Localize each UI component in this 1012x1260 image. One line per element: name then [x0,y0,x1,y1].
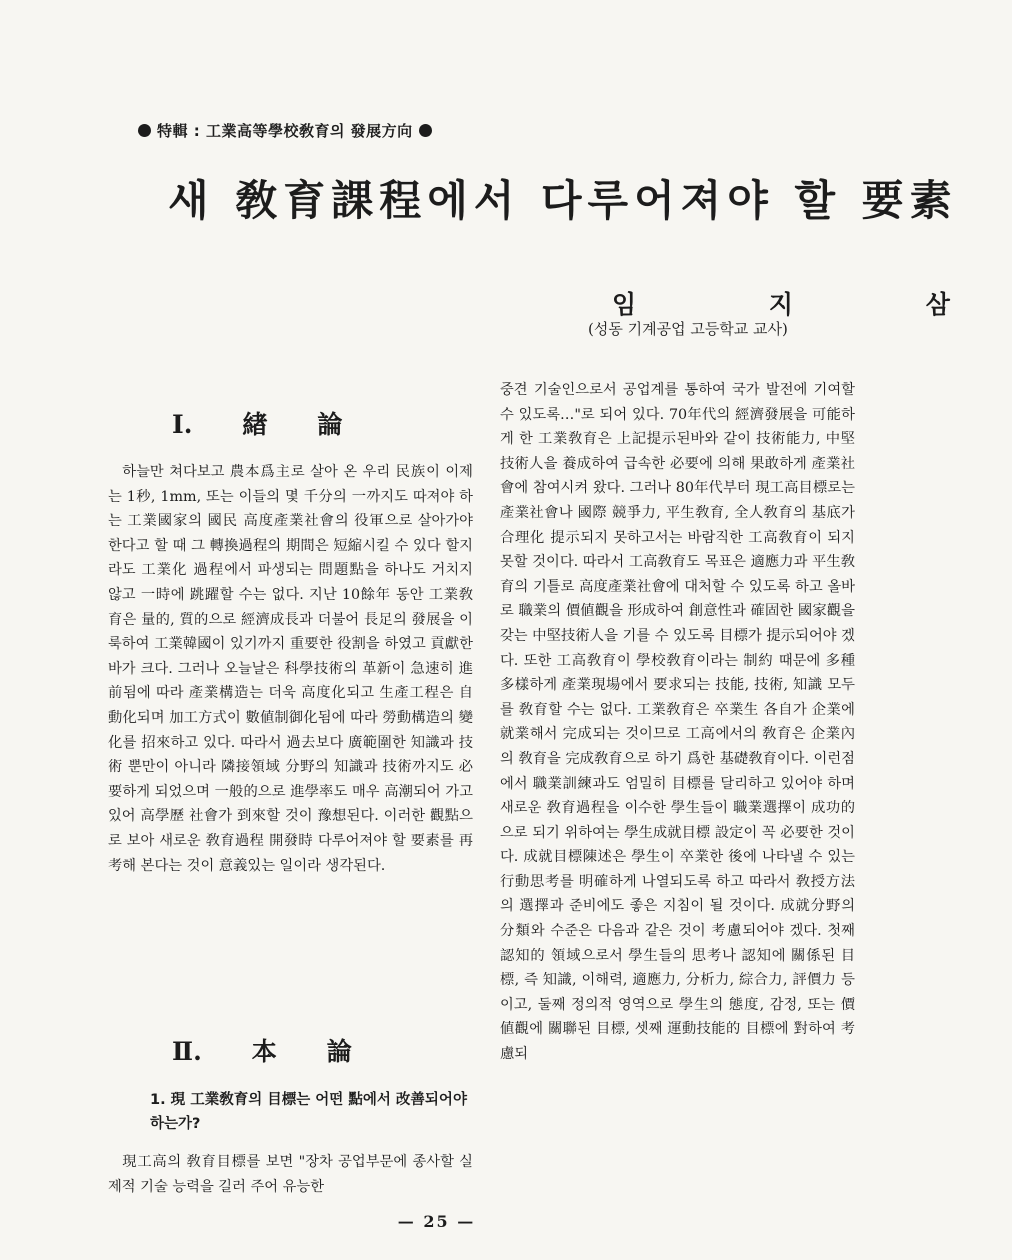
paragraph: 現工高의 敎育目標를 보면 "장차 공업부문에 종사할 실제적 기술 능력을 길러 주어 유능한 [108,1154,473,1195]
section-word: 論 [317,410,343,439]
section-word: 論 [326,1037,352,1066]
bullet-icon [138,124,151,137]
bullet-icon [419,124,432,137]
series-heading [132,120,438,141]
page-number: — 25 — [397,1212,476,1231]
author-affiliation: (성동 기계공업 고등학교 교사) [588,320,788,338]
left-column [108,460,473,878]
article-title: 새 敎育課程에서 다루어져야 할 要素 [168,176,958,225]
section-number: Ⅱ. [172,1037,202,1066]
section-heading-main [172,1032,352,1068]
section-word: 本 [251,1037,277,1066]
section-word: 緖 [242,410,268,439]
section-number: I. [172,410,193,439]
section-heading-intro [172,405,342,441]
paragraph: 하늘만 쳐다보고 農本爲主로 살아 온 우리 民族이 이제는 1秒, 1mm, 또는 이들의 몇 千分의 一까지도 따져야 하는 工業國家의 國民 高度產業社會의 役軍으로 살아가야 한다고 할 때 그 轉換過程의 期間은 短縮시킬 수 있다 할지라도 工業化 過程에서 파생되는 問題點을 하나도 거치지 않고 一時에 跳躍할 수는 없다. 지난 10餘年 동안 工業敎育은 量的, 質的으로 經濟成長과 더불어 長足의 發展을 이룩하여 工業韓國이 있기까지 重要한 役割을 하였고 貢獻한바가 크다. 그러나 오늘날은 科學技術의 革新이 急速히 進前됨에 따라 產業構造는 더욱 高度化되고 生產工程은 自動化되며 加工方式이 數値制御化됨에 따라 勞動構造의 變化를 招來하고 있다. 따라서 過去보다 廣範圍한 知識과 技術 뿐만이 아니라 隣接領域 分野의 知識과 技術까지도 必要하게 되었으며 一般的으로 進學率도 매우 高潮되어 가고 있어 高學歷 社會가 到來할 것이 豫想된다. 이러한 觀點으로 보아 새로운 敎育過程 開發時 다루어져야 할 要素를 再考해 본다는 것이 意義있는 일이라 생각된다. [108,464,473,874]
author-name: 임 지 삼 [612,290,1012,319]
paragraph: 중견 기술인으로서 공업계를 통하여 국가 발전에 기여할 수 있도록…"로 되어 있다. 70年代의 經濟發展을 可能하게 한 工業敎育은 上記提示된바와 같이 技術能力, 中堅技術人을 養成하여 급속한 必要에 의해 果敢하게 產業社會에 참여시켜 왔다. 그러나 80年代부터 現工高目標로는 產業社會나 國際 競爭力, 平生敎育, 全人敎育의 基底가 合理化 提示되지 못하고서는 바람직한 工高敎育이 되지 못할 것이다. 따라서 工高敎育도 목표은 適應力과 平生敎育의 기틀로 高度產業社會에 대처할 수 있도록 하고 올바로 職業의 價値觀을 形成하여 創意性과 確固한 國家觀을 갖는 中堅技術人을 기를 수 있도록 目標가 提示되어야 겠다. 또한 工高敎育이 學校敎育이라는 制約 때문에 多種多樣하게 產業現場에서 要求되는 技能, 技術, 知識 모두를 敎育할 수는 없다. 工業敎育은 卒業生 各自가 企業에 就業해서 完成되는 것이므로 工高에서의 敎育은 企業內의 敎育을 完成敎育으로 하기 爲한 基礎敎育이다. 이런점에서 職業訓練과도 엄밀히 目標를 달리하고 있어야 하며 새로운 敎育過程을 이수한 學生들이 職業選擇이 成功的으로 되기 위하여는 學生成就目標 設定이 꼭 必要한 것이다. 成就目標陳述은 學生이 卒業한 後에 나타낼 수 있는 行動思考를 明確하게 나열되도록 하고 따라서 敎授方法의 選擇과 준비에도 좋은 지침이 될 것이다. 成就分野의 分類와 수준은 다음과 같은 것이 考慮되어야 겠다. 첫째 認知的 領域으로서 學生들의 思考나 認知에 關係된 目標, 즉 知識, 이해력, 適應力, 分析力, 綜合力, 評價力 등이고, 둘째 정의적 영역으로 學生의 態度, 감정, 또는 價値觀에 關聯된 目標, 셋째 運動技能的 目標에 對하여 考慮되 [500,382,855,1063]
subheading: 1. 現 工業敎育의 目標는 어떤 點에서 改善되어야 하는가? [150,1092,467,1132]
right-column [500,378,855,1067]
series-label: 特輯 : 工業高等學校敎育의 發展方向 [157,122,413,140]
